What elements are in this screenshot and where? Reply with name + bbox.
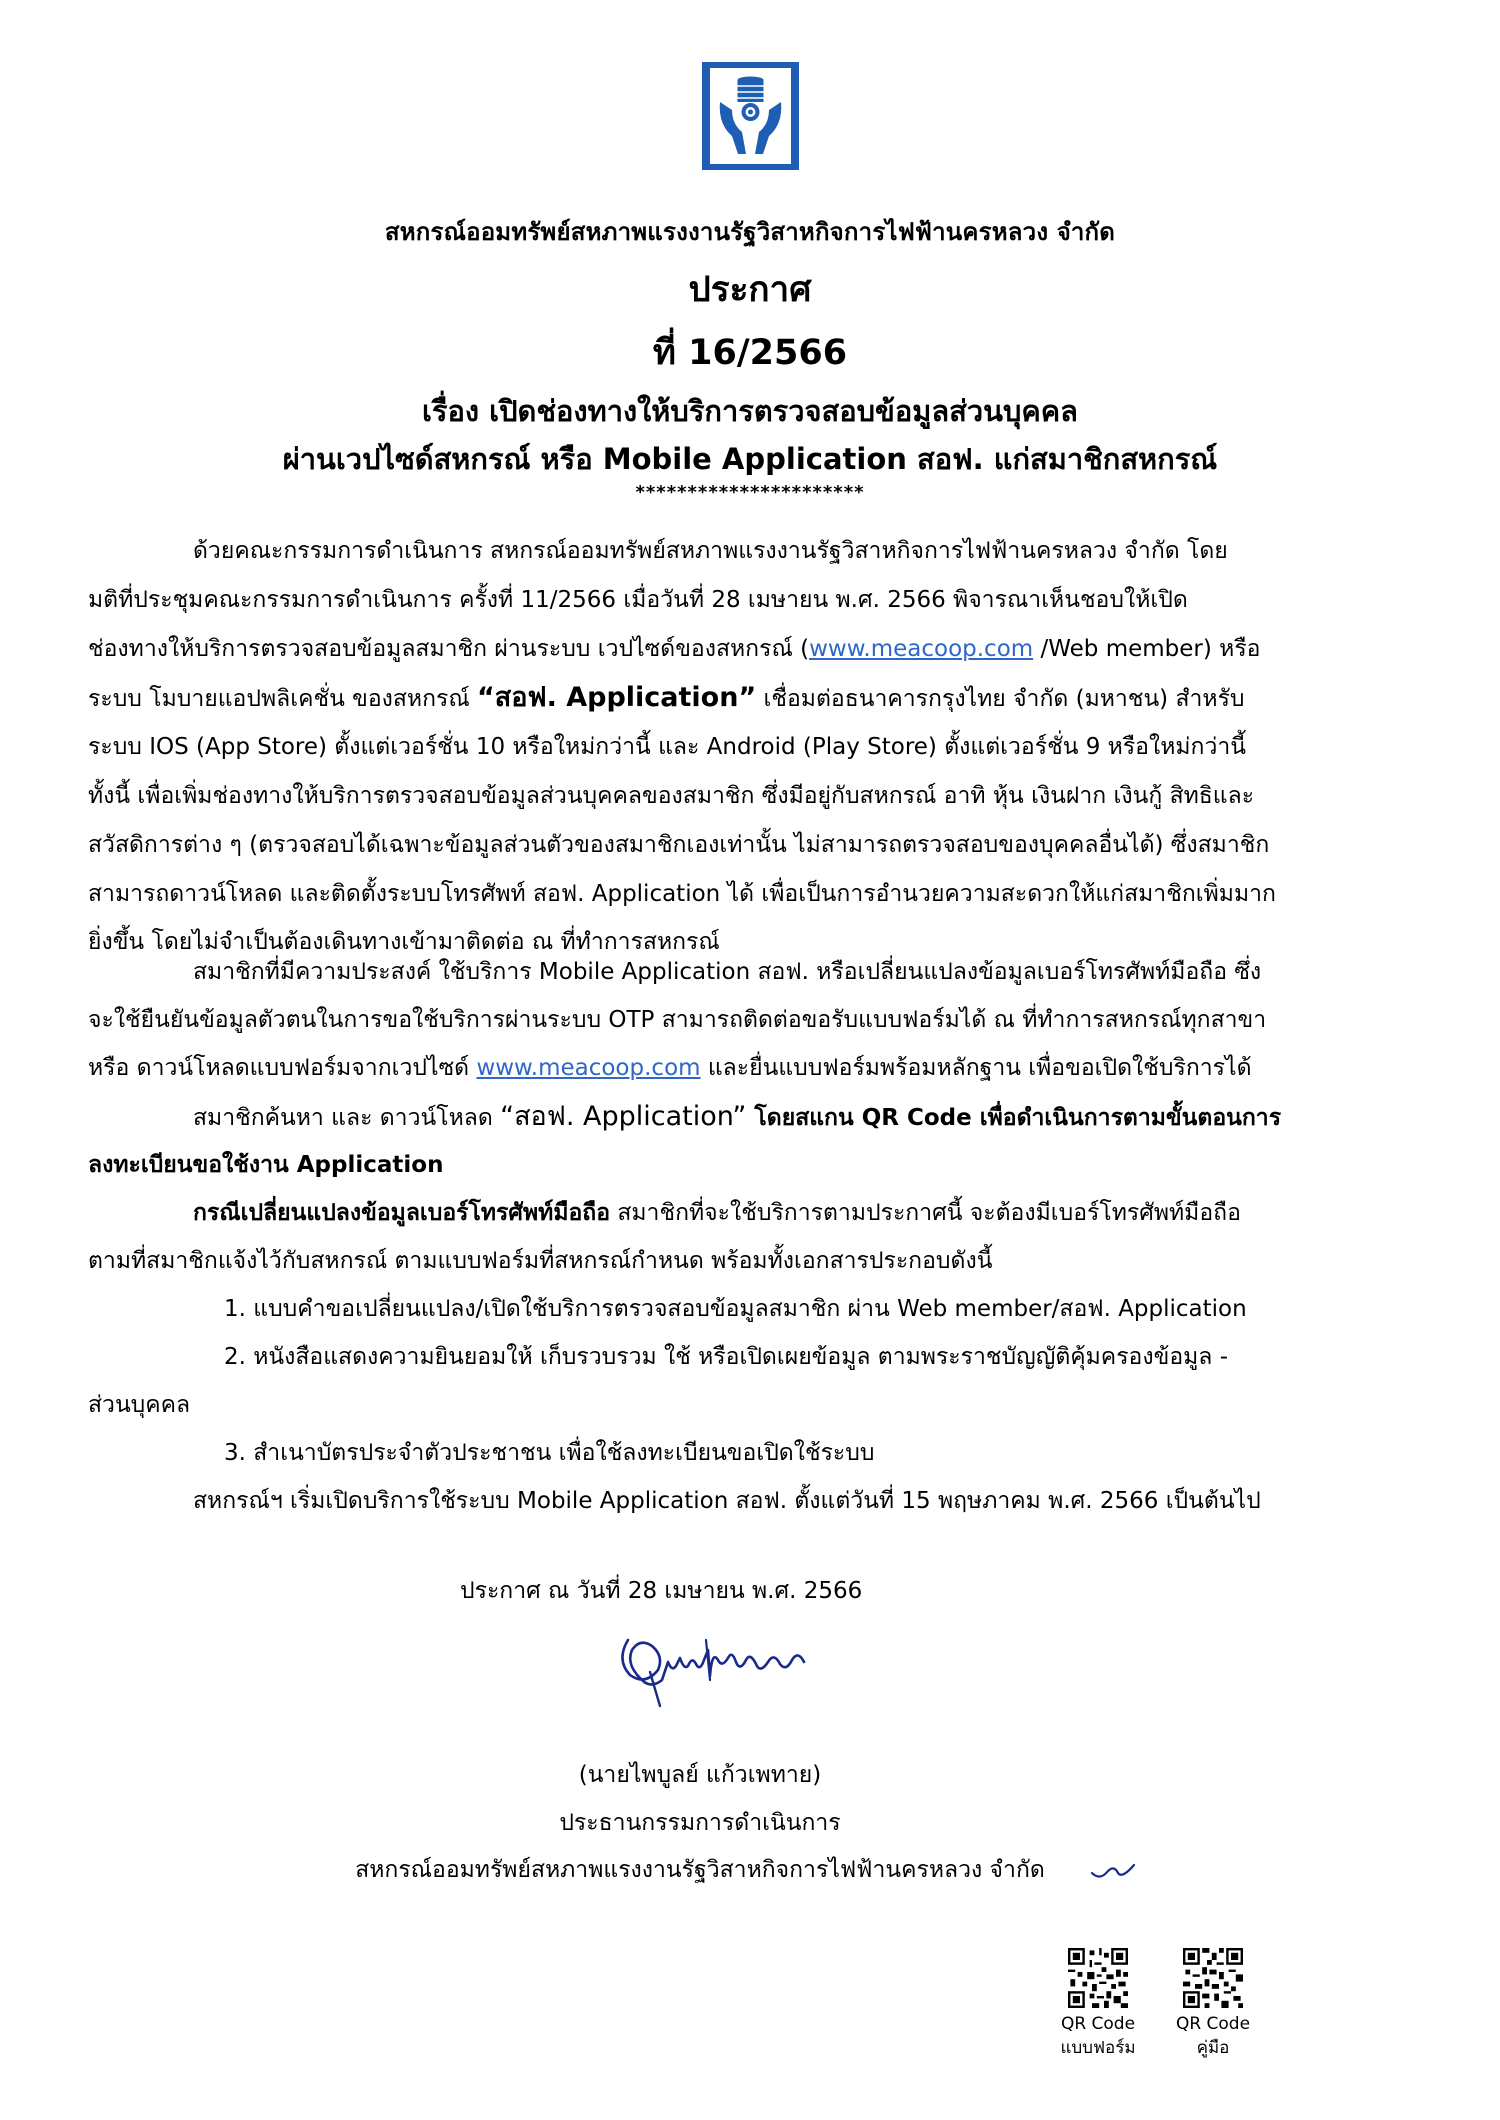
text-segment: และยื่นแบบฟอร์มพร้อมหลักฐาน เพื่อขอเปิดใช้บริการได้ — [700, 1055, 1252, 1081]
separator-stars: ********************** — [635, 482, 865, 503]
paragraph-2-line-3 — [88, 1053, 1252, 1083]
website-link[interactable]: www.meacoop.com — [476, 1055, 701, 1081]
paragraph-1-line-7: สวัสดิการต่าง ๆ (ตรวจสอบได้เฉพาะข้อมูลส่วนตัวของสมาชิกเองเท่านั้น ไม่สามารถตรวจสอบของบุคคลอื่นได้) ซึ่งสมาชิก — [88, 832, 1270, 858]
paragraph-4-line-2: ตามที่สมาชิกแจ้งไว้กับสหกรณ์ ตามแบบฟอร์มที่สหกรณ์กำหนด พร้อมทั้งเอกสารประกอบดังนี้ — [88, 1248, 993, 1274]
announcement-title: ประกาศ — [688, 270, 812, 310]
app-name: “สอฟ. Application” — [500, 1101, 747, 1132]
paragraph-1-line-2: มติที่ประชุมคณะกรรมการดำเนินการ ครั้งที่ 11/2566 เมื่อวันที่ 28 เมษายน พ.ศ. 2566 พิจารณาเห็นชอบให้เปิด — [88, 587, 1188, 613]
text-segment: หรือ ดาวน์โหลดแบบฟอร์มจากเวปไซด์ — [88, 1055, 477, 1081]
paragraph-1-line-9: ยิ่งขึ้น โดยไม่จำเป็นต้องเดินทางเข้ามาติดต่อ ณ ที่ทำการสหกรณ์ — [88, 929, 720, 955]
text-segment: กรณีเปลี่ยนแปลงข้อมูลเบอร์โทรศัพท์มือถือ — [193, 1200, 611, 1226]
text-segment: /Web member) หรือ — [1033, 636, 1261, 662]
paragraph-3-line-2: ลงทะเบียนขอใช้งาน Application — [88, 1152, 444, 1178]
paragraph-3-line-1 — [193, 1102, 1281, 1133]
paragraph-4-line-1 — [193, 1198, 1241, 1228]
signer-name: (นายไพบูลย์ แก้วเพทาย) — [578, 1762, 822, 1788]
paragraph-1-line-4 — [88, 683, 1245, 714]
app-name: “สอฟ. Application” — [477, 682, 757, 713]
document-item-2: 2. หนังสือแสดงความยินยอมให้ เก็บรวบรวม ใช้ หรือเปิดเผยข้อมูล ตามพระราชบัญญัติคุ้มครองข้อมูล - — [224, 1344, 1228, 1370]
announcement-number: ที่ 16/2566 — [652, 333, 848, 373]
qr-caption-line-2: คู่มือ — [1196, 2038, 1230, 2058]
qr-code-icon — [1068, 1948, 1128, 2008]
cooperative-logo — [702, 62, 799, 170]
paragraph-1-line-8: สามารถดาวน์โหลด และติดตั้งระบบโทรศัพท์ สอฟ. Application ได้ เพื่อเป็นการอำนวยความสะดวกให้แก่สมาชิกเพิ่มมาก — [88, 881, 1276, 907]
qr-caption-line-1: QR Code — [1060, 2014, 1136, 2034]
text-segment: สมาชิกค้นหา และ ดาวน์โหลด — [193, 1105, 501, 1131]
paragraph-1-line-6: ทั้งนี้ เพื่อเพิ่มช่องทางให้บริการตรวจสอบข้อมูลส่วนบุคคลของสมาชิก ซึ่งมีอยู่กับสหกรณ์ อาทิ หุ้น เงินฝาก เงินกู้ สิทธิและ — [88, 783, 1255, 809]
qr-caption-line-1: QR Code — [1175, 2014, 1251, 2034]
paragraph-2-line-1: สมาชิกที่มีความประสงค์ ใช้บริการ Mobile Application สอฟ. หรือเปลี่ยนแปลงข้อมูลเบอร์โทรศัพท์มือถือ ซึ่ง — [193, 959, 1262, 985]
website-link[interactable]: www.meacoop.com — [809, 636, 1034, 662]
announcement-date: ประกาศ ณ วันที่ 28 เมษายน พ.ศ. 2566 — [460, 1578, 863, 1604]
text-segment: ระบบ โมบายแอปพลิเคชั่น ของสหกรณ์ — [88, 686, 478, 712]
document-item-2-continued: ส่วนบุคคล — [88, 1392, 191, 1418]
qr-caption-line-2: แบบฟอร์ม — [1060, 2038, 1136, 2058]
qr-code-icon — [1183, 1948, 1243, 2008]
closing-statement: สหกรณ์ฯ เริ่มเปิดบริการใช้ระบบ Mobile Application สอฟ. ตั้งแต่วันที่ 15 พฤษภาคม พ.ศ. 2566 เป็นต้นไป — [193, 1488, 1261, 1514]
document-item-1: 1. แบบคำขอเปลี่ยนแปลง/เปิดใช้บริการตรวจสอบข้อมูลสมาชิก ผ่าน Web member/สอฟ. Application — [224, 1296, 1247, 1322]
signature-mark — [1088, 1855, 1138, 1885]
paragraph-1-line-3 — [88, 634, 1260, 664]
paragraph-2-line-2: จะใช้ยืนยันข้อมูลตัวตนในการขอใช้บริการผ่านระบบ OTP สามารถติดต่อขอรับแบบฟอร์มได้ ณ ที่ทำการสหกรณ์ทุกสาขา — [88, 1007, 1267, 1033]
document-item-3: 3. สำเนาบัตรประจำตัวประชาชน เพื่อใช้ลงทะเบียนขอเปิดใช้ระบบ — [224, 1440, 875, 1466]
qr-code-manual[interactable] — [1170, 1948, 1256, 2060]
text-segment: โดยสแกน QR Code เพื่อดำเนินการตามขั้นตอนการ — [746, 1105, 1282, 1131]
text-segment: สมาชิกที่จะใช้บริการตามประกาศนี้ จะต้องมีเบอร์โทรศัพท์มือถือ — [610, 1200, 1241, 1226]
paragraph-1-line-1: ด้วยคณะกรรมการดำเนินการ สหกรณ์ออมทรัพย์สหภาพแรงงานรัฐวิสาหกิจการไฟฟ้านครหลวง จำกัด โดย — [193, 538, 1228, 564]
signer-position: ประธานกรรมการดำเนินการ — [559, 1810, 841, 1836]
text-segment: เชื่อมต่อธนาคารกรุงไทย จำกัด (มหาชน) สำหรับ — [756, 686, 1245, 712]
paragraph-1-line-5: ระบบ IOS (App Store) ตั้งแต่เวอร์ชั่น 10 หรือใหม่กว่านี้ และ Android (Play Store) ตั้งแต่เวอร์ชั่น 9 หรือใหม่กว่านี้ — [88, 734, 1247, 760]
qr-code-form[interactable] — [1055, 1948, 1141, 2060]
signer-organization: สหกรณ์ออมทรัพย์สหภาพแรงงานรัฐวิสาหกิจการไฟฟ้านครหลวง จำกัด — [355, 1857, 1045, 1883]
handwritten-signature — [610, 1620, 815, 1710]
organization-name: สหกรณ์ออมทรัพย์สหภาพแรงงานรัฐวิสาหกิจการไฟฟ้านครหลวง จำกัด — [384, 218, 1116, 246]
subject-line-2: ผ่านเวปไซด์สหกรณ์ หรือ Mobile Application สอฟ. แก่สมาชิกสหกรณ์ — [282, 442, 1218, 476]
text-segment: ช่องทางให้บริการตรวจสอบข้อมูลสมาชิก ผ่านระบบ เวปไซด์ของสหกรณ์ ( — [88, 636, 810, 662]
subject-line-1: เรื่อง เปิดช่องทางให้บริการตรวจสอบข้อมูลส่วนบุคคล — [422, 394, 1078, 428]
